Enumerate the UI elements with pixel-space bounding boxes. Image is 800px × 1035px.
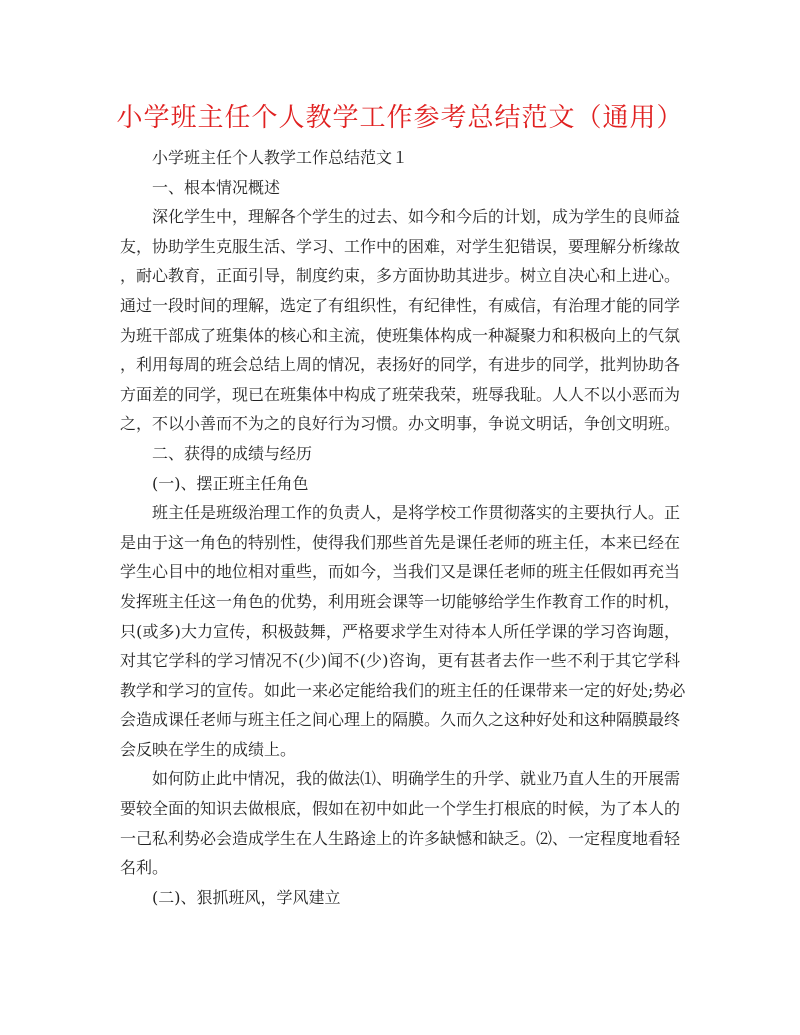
body-line: 深化学生中，理解各个学生的过去、如今和今后的计划，成为学生的良师益 [152, 207, 681, 227]
body-line: 要较全面的知识去做根底，假如在初中如此一个学生打根底的时候，为了本人的 [120, 799, 681, 819]
body-line: 只(或多)大力宣传，积极鼓舞，严格要求学生对待本人所任学课的学习咨询题， [120, 621, 680, 641]
body-line: 对其它学科的学习情况不(少)闻不(少)咨询，更有甚者去作一些不利于其它学科 [120, 651, 680, 671]
body-line: 为班干部成了班集体的核心和主流，使班集体构成一种凝聚力和积极向上的气氛 [120, 325, 681, 345]
body-line: 会反映在学生的成绩上。 [120, 739, 297, 759]
body-line: ，利用每周的班会总结上周的情况，表扬好的同学，有进步的同学，批判协助各 [120, 355, 681, 375]
body-line: 班主任是班级治理工作的负责人，是将学校工作贯彻落实的主要执行人。正 [152, 503, 681, 523]
body-line: 一、根本情况概述 [152, 177, 281, 197]
body-line: 会造成课任老师与班主任之间心理上的隔膜。久而久之这种好处和这种隔膜最终 [120, 710, 681, 730]
body-line: ，耐心教育，正面引导，制度约束，多方面协助其进步。树立自决心和上进心。 [120, 266, 681, 286]
body-line: 是由于这一角色的特别性，使得我们那些首先是课任老师的班主任，本来已经在 [120, 532, 681, 552]
body-line: 友，协助学生克服生活、学习、工作中的困难，对学生犯错误，要理解分析缘故 [120, 236, 681, 256]
body-line: 如何防止此中情况，我的做法⑴、明确学生的升学、就业乃直人生的开展需 [152, 769, 681, 789]
body-line: 之，不以小善而不为之的良好行为习惯。办文明事，争说文明话，争创文明班。 [120, 414, 681, 434]
document-title: 小学班主任个人教学工作参考总结范文（通用） [116, 103, 684, 133]
document-body [120, 143, 686, 912]
body-line: 名利。 [120, 858, 169, 878]
body-line: 学生心目中的地位相对重些，而如今，当我们又是课任老师的班主任假如再充当 [120, 562, 681, 582]
body-line: 二、获得的成绩与经历 [152, 443, 313, 463]
body-line: 发挥班主任这一角色的优势，利用班会课等一切能够给学生作教育工作的时机， [120, 591, 681, 611]
body-line: 通过一段时间的理解，选定了有组织性，有纪律性，有威信，有治理才能的同学 [120, 295, 681, 315]
body-line: (一)、摆正班主任角色 [152, 473, 309, 493]
body-line: 教学和学习的宣传。如此一来必定能给我们的班主任的任课带来一定的好处;势必 [120, 680, 686, 700]
body-line: 小学班主任个人教学工作总结范文１ [152, 148, 409, 167]
body-line: 方面差的同学，现已在班集体中构成了班荣我荣，班辱我耻。人人不以小恶而为 [120, 384, 681, 404]
body-line: (二)、狠抓班风，学风建立 [152, 887, 341, 907]
body-line: 一己私利势必会造成学生在人生路途上的许多缺憾和缺乏。⑵、一定程度地看轻 [120, 828, 681, 848]
